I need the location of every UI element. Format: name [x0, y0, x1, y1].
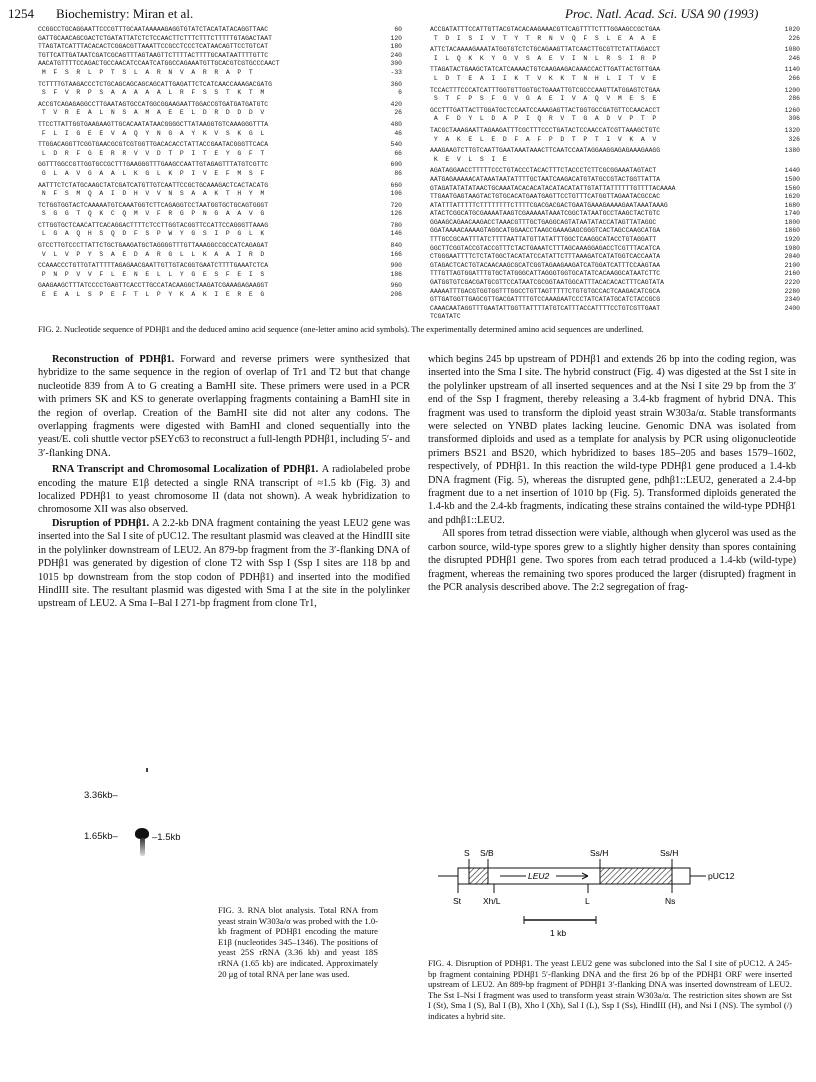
sequence-text: GATGGTGTCGACGATGCGTTCCATAATCGCGGTAATGGCATTTACACACACTTTCAGTATA: [430, 279, 664, 287]
sequence-position: 1320: [784, 126, 800, 134]
site-label-xho-sal: Xh/L: [483, 896, 501, 906]
sequence-text: TTGGACAGGTTCGGTGAACGCGTCGTGGTTGACACACCTATTACCGAATACGGGTTCACA: [38, 141, 269, 149]
sequence-text: I L Q K K Y G V S A E V I N L R S I R P: [430, 54, 657, 62]
sequence-text: V L V P Y S A E D A R G L L K A A I R D: [38, 250, 265, 258]
sequence-position: 1440: [784, 167, 800, 175]
right-nucleotide-line: [430, 253, 802, 262]
sequence-text: AACATGTTTTCCAGACTGCCAACATCCAATCATGGCCAGAAATGTTGCACGTCGTGCCCAACT: [38, 60, 280, 68]
left-nucleotide-line: [38, 262, 410, 271]
sequence-position: 1620: [784, 193, 800, 201]
left-nucleotide-line: [38, 282, 410, 291]
sequence-text: S T F P S F G V G A E I V A Q V M E S E: [430, 95, 657, 103]
sequence-text: TCTTTTGTAAGACCCTCTGCAGCAGCAGCAGCATTGAGATTCTCATCAACCAAAGACGATG: [38, 80, 272, 88]
left-nucleotide-line: [38, 101, 410, 110]
sequence-text: L G A Q H S Q D F S P W Y G S I P G L K: [38, 230, 265, 238]
sequence-text: N F S M Q A I D H V V N S A A K T H Y M: [38, 190, 265, 198]
sequence-position: 1260: [784, 106, 800, 114]
leu2-gene-label: LEU2: [528, 871, 550, 881]
sequence-text: TACGCTAAAGAATTAGAAGATTTCGCTTTCCCTGATACTCCAACCATCGTTAAAGCTGTC: [430, 126, 661, 134]
right-nucleotide-line: [430, 127, 802, 136]
right-nucleotide-line: [430, 279, 802, 288]
sequence-position: 1080: [784, 46, 800, 54]
sequence-position: 300: [390, 60, 402, 68]
sequence-text: M F S R L P T S L A R N V A R R A P T: [38, 68, 253, 76]
sequence-text: GTCCTTGTCCCTTATTCTGCTGAAGATGCTAGGGGTTTGTTAAAGGCCGCCATCAGAGAT: [38, 242, 269, 250]
site-label-nsi: Ns: [665, 896, 676, 906]
left-protein-line: [38, 109, 410, 118]
right-nucleotide-line: [430, 227, 802, 236]
sequence-position: 1380: [784, 147, 800, 155]
sequence-text: CCGGCCTGCAGGAATTCCCGTTTGCAATAAAAAGAGGTGTATCTACATATACAGGTTAAC: [38, 26, 269, 33]
sequence-position: 2340: [784, 296, 800, 304]
right-nucleotide-line: [430, 288, 802, 297]
sequence-position: 1800: [784, 218, 800, 226]
sequence-text: ACCGATATTTCCATTGTTACGTACACAAGAAACGTTCAGTTTTCTTTGGAAGCCGCTGAA: [430, 26, 661, 33]
left-protein-line: [38, 210, 410, 219]
pdh-3-flank-region: [600, 868, 672, 884]
sequence-text: TCGATATC: [430, 313, 461, 321]
left-protein-line: [38, 271, 410, 280]
sequence-position: 540: [390, 141, 402, 149]
right-nucleotide-line: [430, 107, 802, 116]
right-nucleotide-line: [430, 193, 802, 202]
sequence-text: CTGGGAATTTTCTCTATGGCTACATATCCATATTCTTTAAAGATCATATGGTCACCAATA: [430, 253, 661, 261]
fig3-caption: FIG. 3. RNA blot analysis. Total RNA from yeast strain W303a/α was probed with the 1.0-kb fragment of PDHβ1 encoding the mature E1β (nucleotides 345–1346). The positions of yeast 25S rRNA (3.36 kb) and yeast 18S rRNA (1.65 kb) are indicated. Approximately 20 μg of total RNA per lane was used.: [218, 905, 378, 979]
sequence-position: 246: [788, 54, 800, 62]
left-protein-line: [38, 150, 410, 159]
right-protein-line: [430, 115, 802, 124]
sequence-position: 1740: [784, 210, 800, 218]
plasmid-label: pUC12: [708, 871, 735, 881]
left-protein-line: [38, 190, 410, 199]
left-nucleotide-line: [38, 35, 410, 44]
right-nucleotide-line: [430, 176, 802, 185]
sequence-position: 120: [390, 34, 402, 42]
sequence-position: 166: [390, 250, 402, 258]
left-protein-line: [38, 170, 410, 179]
sequence-text: CTTGGTGCTCAACATTCACAGGACTTTTCTCCTTGGTACGGTTCCATTCCAGGGTTAAAG: [38, 221, 269, 229]
sequence-position: 1200: [784, 86, 800, 94]
left-nucleotide-line: [38, 26, 410, 35]
sequence-text: L D T E A I I K T V K K T N H L I T V E: [430, 74, 657, 82]
sequence-text: G L A V G A A L K G L K P I V E F M S F: [38, 169, 265, 177]
sequence-position: 420: [390, 100, 402, 108]
sequence-position: 1500: [784, 175, 800, 183]
paragraph-spores: All spores from tetrad dissection were viable, although when glycerol was used as the carbon source, wild-type spores grew to a slightly higher density than spores containing the disrupted PDHβ1 gene. Two spores from each tetrad produced a 1.4-kb (wild-type) fragment, whereas the remaining two spores produced the larger (disrupted) fragment in the PCR analysis described above. The 2:2 segregation of frag-: [428, 528, 796, 593]
rna-band-smear: [140, 838, 145, 856]
sequence-text: ATACTCGGCATGCGAAAATAAGTCGAAAAATAAATCGGCTATAATGCCTAAGCTACTGTC: [430, 210, 661, 218]
site-label-sma: S: [464, 848, 470, 858]
sequence-position: 780: [390, 221, 402, 229]
sequence-text: T V R E A L N S A M A E E L D R D D D V: [38, 109, 265, 117]
journal-section-title: Biochemistry: Miran et al.: [56, 6, 194, 21]
right-nucleotide-line: [430, 262, 802, 271]
sequence-text: GTTGATGGTTGAGCGTTGACGATTTTGTCCAAAGAATCCCTATCATATGCATCTACCGCG: [430, 296, 661, 304]
paragraph-hybrid-construct: which begins 245 bp upstream of PDHβ1 and extends 26 bp into the coding region, was inserted into the Sma I site. The hybrid construct (Fig. 4) was digested at the Sst I site in the polylinker upstream of all inserted sequences and at the Nsi I site 29 bp from the 3′ end of the Ssp I fragment, thereby releasing a 3.4-kb fragment of hybrid DNA. This fragment was used to transform the diploid yeast strain W303a/α. Stable transformants were selected on YNBD plates lacking leucine. Genomic DNA was isolated from transformed diploids and used as a template for analysis by PCR using oligonucleotide primers BS21 and BS20, which hybridized to bases 185–205 and bases 1579–1602, respectively, of PDHβ1. In this reaction the wild-type PDHβ1 gene produced a 1.4-kb DNA fragment (Fig. 5), whereas the disrupted gene, pdhβ1::LEU2, generated a 2.4-bp fragment due to a net insertion of 1010 bp (Fig. 5). Transformed diploids generated the 1.4-kb and the 2.4-kb fragments, indicating these strains contained the wild-type PDHβ1 and pdhβ1::LEU2.: [428, 354, 796, 526]
sequence-text: TTGAATGAGTAAGTACTGTGCACATGAATGAGTTCCTGTTTCATGGTTAGAATACGCCAC: [430, 193, 661, 201]
sequence-position: 286: [788, 95, 800, 103]
sequence-text: GTAGATATATATAACTGCAAATACACACATACATACATATTGTATTATTTTTTGTTTTACAAAA: [430, 184, 676, 192]
sequence-text: CCAAACCCTGTTGTATTTTTAGAGAACGAATTGTTGTACGGTGAATCTTTTGAAATCTCA: [38, 262, 269, 270]
right-protein-line: [430, 136, 802, 145]
sequence-text: TTCCTTATTGGTGAAGAAGTTGCACAATATAACGGGGCTTATAAGGTGTCAAAGGGTTTA: [38, 120, 269, 128]
scale-bar-label: 1 kb: [550, 928, 567, 938]
sequence-position: 840: [390, 242, 402, 250]
left-nucleotide-line: [38, 81, 410, 90]
sequence-text: TCTGGTGGTACTCAAAAATGTCAAATGGTCTTCAGAGGTCCTAATGGTGCTGCAGTGGGT: [38, 201, 269, 209]
sequence-position: 2400: [784, 304, 800, 312]
sequence-position: 146: [390, 230, 402, 238]
paragraph-disruption: [38, 517, 410, 611]
left-protein-line: [38, 230, 410, 239]
sequence-position: 46: [394, 129, 402, 137]
sequence-position: 326: [788, 135, 800, 143]
sequence-text: AGATAGGAACCTTTTTCCCTGTACCCTACACTTTCTACCCTCTTCGCGGAAATAGTACT: [430, 167, 657, 175]
sequence-text: T D I S I V T Y T R N V Q F S L E A A E: [430, 34, 657, 42]
left-protein-line: [38, 251, 410, 260]
sequence-text: TTAGATACTGAAGCTATCATCAAAACTGTCAAGAAGACAAACCACTTGATTACTGTTGAA: [430, 66, 661, 74]
fig3-blot-panel: [38, 745, 218, 870]
right-nucleotide-line: [430, 202, 802, 211]
left-nucleotide-line: [38, 242, 410, 251]
fig2-caption: FIG. 2. Nucleotide sequence of PDHβ1 and the deduced amino acid sequence (one-letter amino acid symbols). The experimentally determined amino acid sequences are underlined.: [38, 325, 644, 334]
sequence-text: AAAAATTTGACGTGGTGGTTTGGCCTGTTAGTTTTTCTGTGTGCCACTCAAGACATCGCA: [430, 287, 661, 295]
sequence-text: S F V R P S A A A A A L R F S S T K T M: [38, 89, 265, 97]
right-nucleotide-line: [430, 185, 802, 194]
sequence-text: ATTCTACAAAAGAAATATGGTGTCTCTGCAGAAGTTATCAACTTGCGTTCTATTAGACCT: [430, 46, 661, 54]
text-reconstruction: Forward and reverse primers were synthesized that hybridize to the same sequence in the region of overlap of Tr1 and T2 but that change nucleotide 839 from A to G creating a BamHI site. These primers were used in a PCR with primers SK and KS to generate overlapping fragments containing a BamHI site in the region of overlap. Creation of the BamHI site did not alter any codons. The overlapping fragments were digested with BamHI and cloned sequentially into the yeast/E. coli shuttle vector pSEYc63 to reconstruct a full-length PDHβ1, including 5′- and 3′-flanking DNA.: [38, 354, 410, 459]
sequence-text: P N P V V F L E N E L L Y G E S F E I S: [38, 270, 265, 278]
heading-reconstruction: Reconstruction of PDHβ1.: [52, 354, 175, 365]
site-label-ssp-hind-2: Ss/H: [660, 848, 679, 858]
blot-tick-mark: [146, 768, 148, 772]
sequence-position: 600: [390, 161, 402, 169]
sequence-text: GGATAAAACAAAAGTAGGCATGGAACCTAAGCGAAAGAGCGGGTCACTAGCCAAGCATGA: [430, 227, 661, 235]
right-nucleotide-line: [430, 313, 802, 322]
sequence-position: 106: [390, 190, 402, 198]
sequence-position: 900: [390, 262, 402, 270]
left-nucleotide-line: [38, 60, 410, 69]
sequence-position: 2280: [784, 287, 800, 295]
paragraph-reconstruction: [38, 353, 410, 460]
sequence-position: 180: [390, 43, 402, 51]
heading-disruption: Disruption of PDHβ1.: [52, 517, 150, 529]
sequence-position: 2160: [784, 270, 800, 278]
right-nucleotide-line: [430, 66, 802, 75]
sequence-text: GGAAGCAGAACAAGACCTAAACGTTTGCTGAGGCAGTATAATATACCATAGTTATAGGC: [430, 218, 657, 226]
sequence-text: GAAGAAGCTTTATCCCCTGAGTTCACCTTGCCATACAAGGCTAAGATCGAAAGAGAAGGT: [38, 282, 269, 290]
journal-citation: Proc. Natl. Acad. Sci. USA 90 (1993): [565, 6, 759, 21]
paragraph-rna: [38, 463, 410, 517]
site-label-sst: St: [453, 896, 462, 906]
sequence-text: ATATTTATTTTTCTTTTTTTTCTTTTCGACGACGACTGAATGAAAGAAAAGAATAAATAAAG: [430, 201, 668, 209]
sequence-position: 480: [390, 120, 402, 128]
right-nucleotide-line: [430, 305, 802, 314]
marker-18s-label: 1.65kb–: [84, 831, 118, 842]
sequence-position: 2220: [784, 279, 800, 287]
right-nucleotide-line: [430, 87, 802, 96]
fig4-caption: FIG. 4. Disruption of PDHβ1. The yeast LEU2 gene was subcloned into the Sal I site of pUC12. A 245-bp fragment containing PDHβ1 5′-flanking DNA and the first 26 bp of the PDHβ1 ORF were inserted upstream of LEU2. An 889-bp fragment of PDHβ1 3′-flanking DNA was inserted downstream of LEU2. The Sst I–Nsi I fragment was used to transform yeast strain W303a/α. The restriction sites shown are Sst I (St), Sma I (S), Bal I (B), Xho I (Xh), Sal I (L), Ssp I (Ss), HindIII (H), and Nsi I (NS). The symbol (/) indicates a hybrid site.: [428, 958, 792, 1021]
sequence-position: 1560: [784, 184, 800, 192]
sequence-position: 206: [390, 291, 402, 299]
site-label-sma-bal: S/B: [480, 848, 494, 858]
left-protein-line: [38, 69, 410, 78]
sequence-position: 226: [788, 34, 800, 42]
sequence-position: 720: [390, 201, 402, 209]
text-disruption: A 2.2-kb DNA fragment containing the yeast LEU2 gene was inserted into the Sal I site of pUC12. The resultant plasmid was cleaved at the HindIII site in the polylinker downstream of LEU2. An 879-bp fragment from the 3′-flanking DNA of PDHβ1 was generated by digestion of clone T2 with Ssp I (Ssp I sites are 118 bp and 1015 bp downstream from the stop codon of PDHβ1) and inserted into the modified HindIII site. The resultant plasmid was digested with Sma I at the site in the polylinker upstream of LEU2. A Sma I–Bal I 271-bp fragment from clone Tr1,: [38, 517, 410, 610]
sequence-block-right: [430, 26, 802, 322]
sequence-position: 1680: [784, 201, 800, 209]
sequence-text: TGTTCATTGATAATCGATCGCAGTTTAGTAAGTTCTTTTACTTTTGCAATAATTTTGTTC: [38, 51, 269, 59]
sequence-text: L D R F G E R R V V D T P I T E Y G F T: [38, 149, 265, 157]
sequence-position: 306: [788, 115, 800, 123]
sequence-text: GCCTTTGATTACTTGGATGCTCCAATCCAAAGAGTTACTGGTGCCGATGTTCCAACACCT: [430, 106, 661, 114]
sequence-position: -33: [390, 68, 402, 76]
left-protein-line: [38, 130, 410, 139]
site-label-sal: L: [585, 896, 590, 906]
right-nucleotide-line: [430, 296, 802, 305]
site-label-ssp-hind-1: Ss/H: [590, 848, 609, 858]
right-nucleotide-line: [430, 26, 802, 35]
transcript-size-label: –1.5kb: [152, 832, 181, 843]
sequence-position: 1860: [784, 227, 800, 235]
right-nucleotide-line: [430, 245, 802, 254]
text-rna: A radiolabeled probe encoding the mature E1β detected a single RNA transcript of ≈1.5 kb (Fig. 3) and localized PDHβ1 to yeast chromosome II (data not shown). A weak hybridization to chromosome XII was also observed.: [38, 464, 411, 516]
sequence-text: F L I G E E V A Q Y N G A Y K V S K G L: [38, 129, 265, 137]
sequence-text: TTAGTATCATTTACACACTCGGACGTTAAATTCCGCCTCCCTCATAACAGTTCCTGTCAT: [38, 43, 269, 51]
sequence-block-left: [38, 26, 410, 303]
sequence-position: 86: [394, 169, 402, 177]
sequence-text: GGCTTCGGTACCGTACCGTTTCTACTGAAATCTTTAGCAAAGGAGACCTCGTTTACATCA: [430, 244, 661, 252]
left-protein-line: [38, 89, 410, 98]
sequence-position: [780, 156, 800, 165]
left-nucleotide-line: [38, 43, 410, 52]
sequence-text: CAAACAATAGGTTTGAATATTGGTTATTTTATGTCATTTACCATTTTCCTGTCGTTGAAT: [430, 304, 661, 312]
sequence-text: AATGAGAAAAACATAAATAATATTTTGCTAATCAAGACATGTATGCCGTACTGGTTATTA: [430, 175, 661, 183]
sequence-position: 240: [390, 51, 402, 59]
pdh-5-flank-region: [469, 868, 488, 884]
sequence-position: 6: [398, 89, 402, 97]
sequence-text: Y A K E L E D F A F P D T P T I V K A V: [430, 135, 657, 143]
left-nucleotide-line: [38, 222, 410, 231]
sequence-position: 186: [390, 270, 402, 278]
right-protein-line: [430, 75, 802, 84]
page-number: 1254: [8, 6, 34, 21]
sequence-text: GTAGACTCACTGTACAACAAGCGCATCGGTAGAAGAAGATCATGGATCATTTCCAAGTAA: [430, 261, 661, 269]
sequence-position: 1020: [784, 26, 800, 33]
sequence-position: 60: [394, 26, 402, 33]
sequence-position: 360: [390, 80, 402, 88]
right-protein-line: [430, 35, 802, 44]
sequence-position: 1140: [784, 66, 800, 74]
sequence-position: 2100: [784, 261, 800, 269]
fig4-disruption-map: [428, 846, 798, 952]
sequence-position: 660: [390, 181, 402, 189]
right-nucleotide-line: [430, 210, 802, 219]
right-nucleotide-line: [430, 236, 802, 245]
sequence-text: S G G T Q K C Q M V F R G P N G A A V G: [38, 210, 265, 218]
left-text-column: [38, 353, 410, 611]
marker-25s-label: 3.36kb–: [84, 790, 118, 801]
sequence-text: GATTGCAACAGCGACTCTGATATTATCTCTCCAACTTCTTTCTTTCTTTTTGTAGACTAAT: [38, 34, 272, 42]
right-nucleotide-line: [430, 46, 802, 55]
right-protein-line: [430, 156, 802, 165]
left-nucleotide-line: [38, 52, 410, 61]
sequence-position: 66: [394, 149, 402, 157]
sequence-text: TTTGCCGCAATTTATCTTTTAATTATGTTATATTTGGCTCAAGGCATACCTGTAGGATT: [430, 236, 657, 244]
sequence-position: 126: [390, 210, 402, 218]
sequence-position: 2040: [784, 253, 800, 261]
right-text-column: [428, 353, 796, 594]
right-protein-line: [430, 95, 802, 104]
sequence-text: AAAGAAGTCTTGTCAATTGAATAAATAAACTTCAATCCAATAGGAAGGAGAGAAAGAAGG: [430, 147, 661, 155]
right-nucleotide-line: [430, 167, 802, 176]
sequence-text: K E V L S I E: [430, 155, 507, 163]
sequence-position: 960: [390, 282, 402, 290]
sequence-position: 1920: [784, 236, 800, 244]
left-nucleotide-line: [38, 141, 410, 150]
right-protein-line: [430, 55, 802, 64]
left-protein-line: [38, 291, 410, 300]
sequence-position: 266: [788, 74, 800, 82]
left-nucleotide-line: [38, 121, 410, 130]
right-nucleotide-line: [430, 270, 802, 279]
left-nucleotide-line: [38, 161, 410, 170]
sequence-text: E E A L S P E F T L P Y K A K I E R E G: [38, 291, 265, 299]
heading-rna: RNA Transcript and Chromosomal Localization of PDHβ1.: [52, 464, 319, 476]
right-nucleotide-line: [430, 147, 802, 156]
sequence-text: AATTTCTCTATGCAAGCTATCGATCATGTTGTCAATTCCGCTGCAAAGACTCACTACATG: [38, 181, 269, 189]
sequence-text: TTTGTTAGTGGATTTGTGCTATGGGCATTAGGGTGGTGCATATCACAAGGCATAATCTTC: [430, 270, 661, 278]
sequence-text: A F D Y L D A P I Q R V T G A D V P T P: [430, 115, 657, 123]
sequence-text: GGTTTGGCCGTTGGTGCCGCTTTGAAGGGTTTGAAGCCAATTGTAGAGTTTATGTCGTTC: [38, 161, 269, 169]
sequence-position: 1980: [784, 244, 800, 252]
sequence-position: [780, 313, 800, 322]
sequence-text: ACCGTCAGAGAGGCCTTGAATAGTGCCATGGCGGAAGAATTGGACCGTGATGATGATGTC: [38, 100, 269, 108]
left-nucleotide-line: [38, 182, 410, 191]
sequence-text: TCCACTTTCCCATCATTTGGTGTTGGTGCTGAAATTGTCGCCCAAGTTATGGAGTCTGAA: [430, 86, 661, 94]
right-nucleotide-line: [430, 219, 802, 228]
left-nucleotide-line: [38, 202, 410, 211]
sequence-position: 26: [394, 109, 402, 117]
